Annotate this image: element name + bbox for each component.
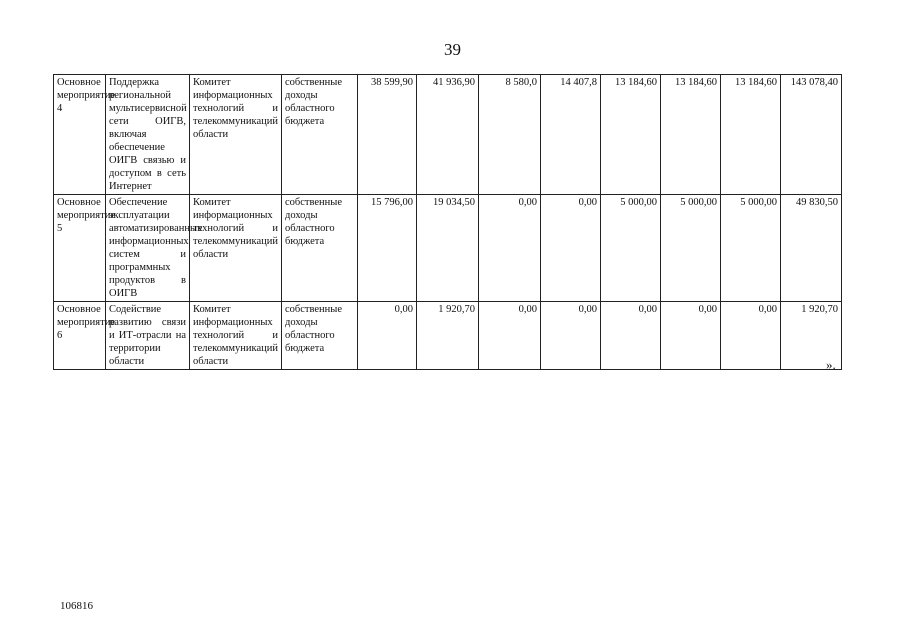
measure-kind-cell: Основное мероприятие 5 xyxy=(54,195,106,302)
table-row xyxy=(54,195,842,302)
value-cell: 13 184,60 xyxy=(601,75,661,195)
value-cell: 0,00 xyxy=(661,302,721,370)
footer-document-code: 106816 xyxy=(60,600,93,612)
value-cell: 5 000,00 xyxy=(721,195,781,302)
value-cell: 0,00 xyxy=(479,302,541,370)
funding-source-cell: собственные доходы областного бюджета xyxy=(282,302,358,370)
value-cell: 5 000,00 xyxy=(601,195,661,302)
funding-source-cell: собственные доходы областного бюджета xyxy=(282,75,358,195)
measure-name-cell: Поддержка региональной мультисервисной сети ОИГВ, включая обеспечение ОИГВ связью и доступом в сеть Интернет xyxy=(106,75,190,195)
measure-name-cell: Содействие развитию связи и ИТ-отрасли на территории области xyxy=(106,302,190,370)
page-number: 39 xyxy=(444,40,461,59)
value-cell: 13 184,60 xyxy=(721,75,781,195)
value-cell: 38 599,90 xyxy=(358,75,417,195)
table-row xyxy=(54,302,842,370)
value-cell: 0,00 xyxy=(541,302,601,370)
funding-source-cell: собственные доходы областного бюджета xyxy=(282,195,358,302)
executor-cell: Комитет информационных технологий и телекоммуникаций области xyxy=(190,302,282,370)
table-row xyxy=(54,75,842,195)
value-cell: 0,00 xyxy=(479,195,541,302)
total-cell: 1 920,70 xyxy=(781,302,842,370)
closing-quote-mark: ». xyxy=(826,357,836,372)
total-cell: 49 830,50 xyxy=(781,195,842,302)
budget-table xyxy=(53,74,842,370)
value-cell: 5 000,00 xyxy=(661,195,721,302)
value-cell: 0,00 xyxy=(601,302,661,370)
value-cell: 0,00 xyxy=(721,302,781,370)
total-cell: 143 078,40 xyxy=(781,75,842,195)
value-cell: 15 796,00 xyxy=(358,195,417,302)
value-cell: 1 920,70 xyxy=(417,302,479,370)
value-cell: 14 407,8 xyxy=(541,75,601,195)
measure-name-cell: Обеспечение эксплуатации автоматизированных информационных систем и программных продуктов в ОИГВ xyxy=(106,195,190,302)
value-cell: 0,00 xyxy=(541,195,601,302)
value-cell: 19 034,50 xyxy=(417,195,479,302)
measure-kind-cell: Основное мероприятие 4 xyxy=(54,75,106,195)
executor-cell: Комитет информационных технологий и телекоммуникаций области xyxy=(190,75,282,195)
value-cell: 41 936,90 xyxy=(417,75,479,195)
value-cell: 0,00 xyxy=(358,302,417,370)
executor-cell: Комитет информационных технологий и телекоммуникаций области xyxy=(190,195,282,302)
value-cell: 13 184,60 xyxy=(661,75,721,195)
measure-kind-cell: Основное мероприятие 6 xyxy=(54,302,106,370)
value-cell: 8 580,0 xyxy=(479,75,541,195)
